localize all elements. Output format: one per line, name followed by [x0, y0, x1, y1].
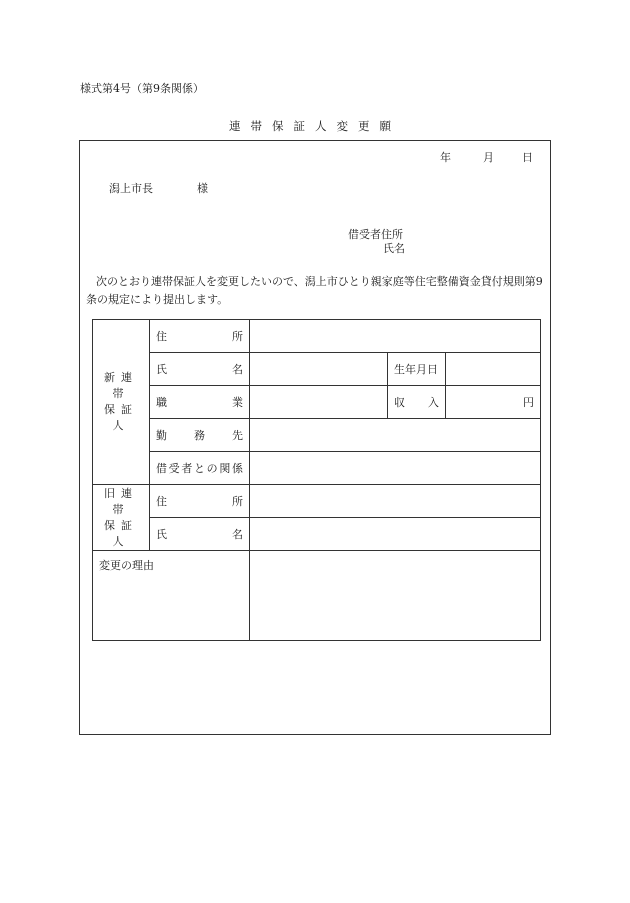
- relationship-field[interactable]: [250, 452, 541, 485]
- page-title: 連帯保証人変更願: [229, 119, 401, 133]
- table-row: [93, 518, 541, 551]
- day-label: 日: [522, 151, 533, 164]
- old-name-field[interactable]: [250, 518, 541, 551]
- year-label: 年: [440, 151, 451, 164]
- table-row: [93, 452, 541, 485]
- birth-date-field[interactable]: [446, 353, 541, 386]
- old-address-label: 住所: [150, 485, 250, 518]
- yen-unit: 円: [523, 396, 534, 409]
- occupation-field[interactable]: [250, 386, 388, 419]
- form-number: 様式第4号（第9条関係）: [80, 82, 204, 95]
- table-row: [93, 320, 541, 353]
- income-label: 収入: [388, 386, 446, 419]
- reason-label: 変更の理由: [93, 551, 250, 641]
- month-label: 月: [483, 151, 494, 164]
- table-row: [93, 419, 541, 452]
- table-row: [93, 353, 541, 386]
- table-row: [93, 551, 541, 641]
- group-label-text: 新連帯 保証人: [104, 371, 138, 432]
- old-guarantor-label: [93, 485, 150, 551]
- relationship-label: 借受者との関係: [150, 452, 250, 485]
- name-label: 氏名: [150, 353, 250, 386]
- income-field[interactable]: [446, 386, 541, 419]
- new-guarantor-label: [93, 320, 150, 485]
- new-name-field[interactable]: [250, 353, 388, 386]
- body-text: 次のとおり連帯保証人を変更したいので、潟上市ひとり親家庭等住宅整備資金貸付規則第9条の規定により提出します。: [86, 275, 543, 306]
- address-label: 住所: [150, 320, 250, 353]
- workplace-label: 勤務先: [150, 419, 250, 452]
- workplace-field[interactable]: [250, 419, 541, 452]
- addressee-suffix: 様: [197, 182, 208, 195]
- occupation-label: 職業: [150, 386, 250, 419]
- new-address-field[interactable]: [250, 320, 541, 353]
- date-line: [440, 151, 533, 165]
- table-row: [93, 485, 541, 518]
- reason-field[interactable]: [250, 551, 541, 641]
- table-row: [93, 386, 541, 419]
- birth-date-label: 生年月日: [388, 353, 446, 386]
- group-label-text: 旧連帯 保証人: [104, 486, 138, 548]
- old-address-field[interactable]: [250, 485, 541, 518]
- borrower-address-label: 借受者住所: [348, 228, 403, 241]
- addressee-name: 潟上市長: [109, 182, 153, 195]
- borrower-name-label: 氏名: [383, 242, 405, 255]
- guarantor-table: [92, 319, 541, 641]
- addressee: [109, 182, 208, 196]
- old-name-label: 氏名: [150, 518, 250, 551]
